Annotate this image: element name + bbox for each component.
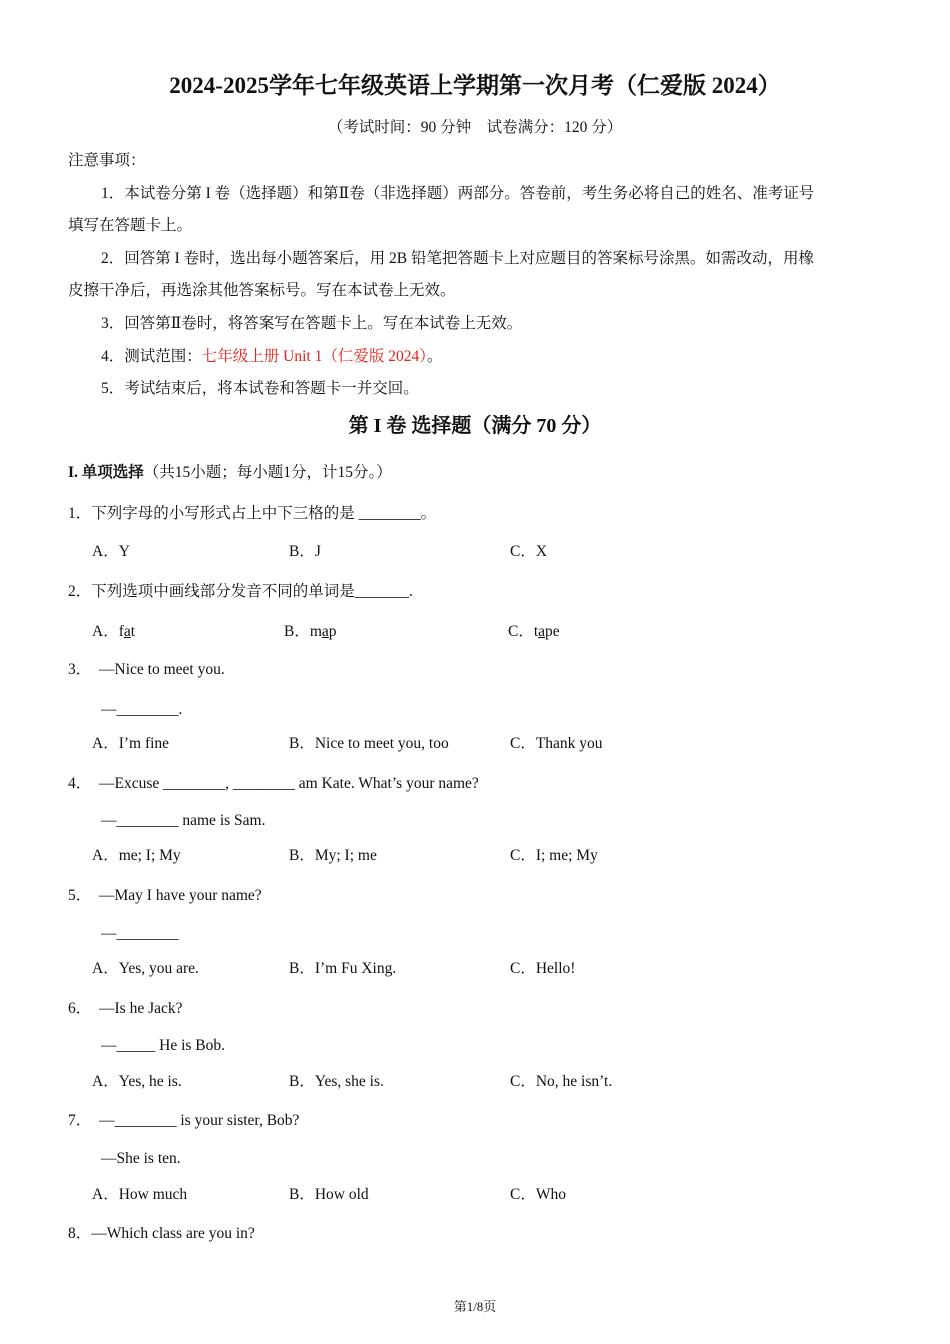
document-title: 2024-2025学年七年级英语上学期第一次月考（仁爱版 2024） bbox=[169, 73, 781, 98]
option-b: B．My; I; me bbox=[289, 847, 377, 864]
option-a: A．Yes, he is. bbox=[92, 1073, 182, 1090]
option-c bbox=[508, 622, 560, 642]
option-text: t bbox=[130, 623, 136, 640]
option-b: B．I’m Fu Xing. bbox=[289, 960, 397, 977]
option-b: B．How old bbox=[289, 1186, 369, 1203]
test-scope: 七年级上册 Unit 1（仁爱版 2024） bbox=[201, 348, 427, 365]
notice-heading: 注意事项： bbox=[68, 152, 146, 169]
notice-4-label: 4．测试范围： bbox=[101, 348, 202, 365]
option-text: p bbox=[328, 623, 337, 640]
notice-4 bbox=[101, 347, 442, 367]
option-c: C．I; me; My bbox=[510, 847, 598, 864]
notice-2-cont: 皮擦干净后，再选涂其他答案标号。写在本试卷上无效。 bbox=[68, 282, 456, 299]
question-8: 8．—Which class are you in? bbox=[68, 1225, 255, 1242]
option-a: A．How much bbox=[92, 1186, 188, 1203]
option-c: C．Who bbox=[510, 1186, 566, 1203]
page-number: 第1/8页 bbox=[453, 1299, 497, 1314]
option-a: A．I’m fine bbox=[92, 735, 170, 752]
question-6: 6． —Is he Jack? bbox=[68, 1000, 183, 1017]
notice-5: 5．考试结束后，将本试卷和答题卡一并交回。 bbox=[101, 380, 419, 397]
question-2: 2．下列选项中画线部分发音不同的单词是_______. bbox=[68, 583, 413, 600]
notice-2: 2．回答第 I 卷时，选出每小题答案后，用 2B 铅笔把答题卡上对应题目的答案标号涂黑。如需改动，用橡 bbox=[101, 250, 815, 267]
question-7-reply: —She is ten. bbox=[101, 1150, 181, 1167]
option-c: C．No, he isn’t. bbox=[510, 1073, 613, 1090]
part-label: I. 单项选择 bbox=[68, 464, 144, 481]
option-a bbox=[92, 622, 135, 642]
notice-4-end: 。 bbox=[426, 348, 443, 365]
question-5-reply: —________ bbox=[101, 925, 179, 942]
question-1: 1．下列字母的小写形式占上中下三格的是 ________。 bbox=[68, 505, 437, 522]
option-text: A．f bbox=[92, 623, 124, 640]
question-3-reply: —________. bbox=[101, 701, 183, 718]
option-a: A．Yes, you are. bbox=[92, 960, 199, 977]
underlined-letter: a bbox=[123, 623, 131, 640]
question-3: 3． —Nice to meet you. bbox=[68, 661, 225, 678]
option-b: B．Nice to meet you, too bbox=[289, 735, 449, 752]
option-c: C．Thank you bbox=[510, 735, 603, 752]
underlined-letter: a bbox=[321, 623, 329, 640]
exam-info: （考试时间：90 分钟 试卷满分：120 分） bbox=[327, 119, 623, 136]
part-heading bbox=[68, 463, 392, 483]
section-title: 第 I 卷 选择题（满分 70 分） bbox=[348, 415, 602, 437]
option-a: A．me; I; My bbox=[92, 847, 181, 864]
notice-1: 1．本试卷分第 I 卷（选择题）和第Ⅱ卷（非选择题）两部分。答卷前，考生务必将自己的姓名、准考证号 bbox=[101, 185, 815, 202]
option-c: C．Hello! bbox=[510, 960, 576, 977]
notice-3: 3．回答第Ⅱ卷时，将答案写在答题卡上。写在本试卷上无效。 bbox=[101, 315, 523, 332]
underlined-letter: a bbox=[538, 623, 546, 640]
notice-1-cont: 填写在答题卡上。 bbox=[68, 217, 193, 234]
part-scoring: （共15小题；每小题1分，计15分。） bbox=[143, 464, 392, 481]
option-b bbox=[284, 622, 337, 642]
question-7: 7． —________ is your sister, Bob? bbox=[68, 1112, 300, 1129]
option-a: A．Y bbox=[92, 543, 130, 560]
question-6-reply: —_____ He is Bob. bbox=[101, 1037, 225, 1054]
option-text: B．m bbox=[284, 623, 322, 640]
question-5: 5． —May I have your name? bbox=[68, 887, 262, 904]
question-4-reply: —________ name is Sam. bbox=[101, 812, 266, 829]
question-4: 4． —Excuse ________, ________ am Kate. What’s your name? bbox=[68, 775, 479, 792]
option-b: B．J bbox=[289, 543, 321, 560]
option-text: pe bbox=[545, 623, 560, 640]
option-b: B．Yes, she is. bbox=[289, 1073, 384, 1090]
option-c: C．X bbox=[510, 543, 548, 560]
option-text: C．t bbox=[508, 623, 539, 640]
